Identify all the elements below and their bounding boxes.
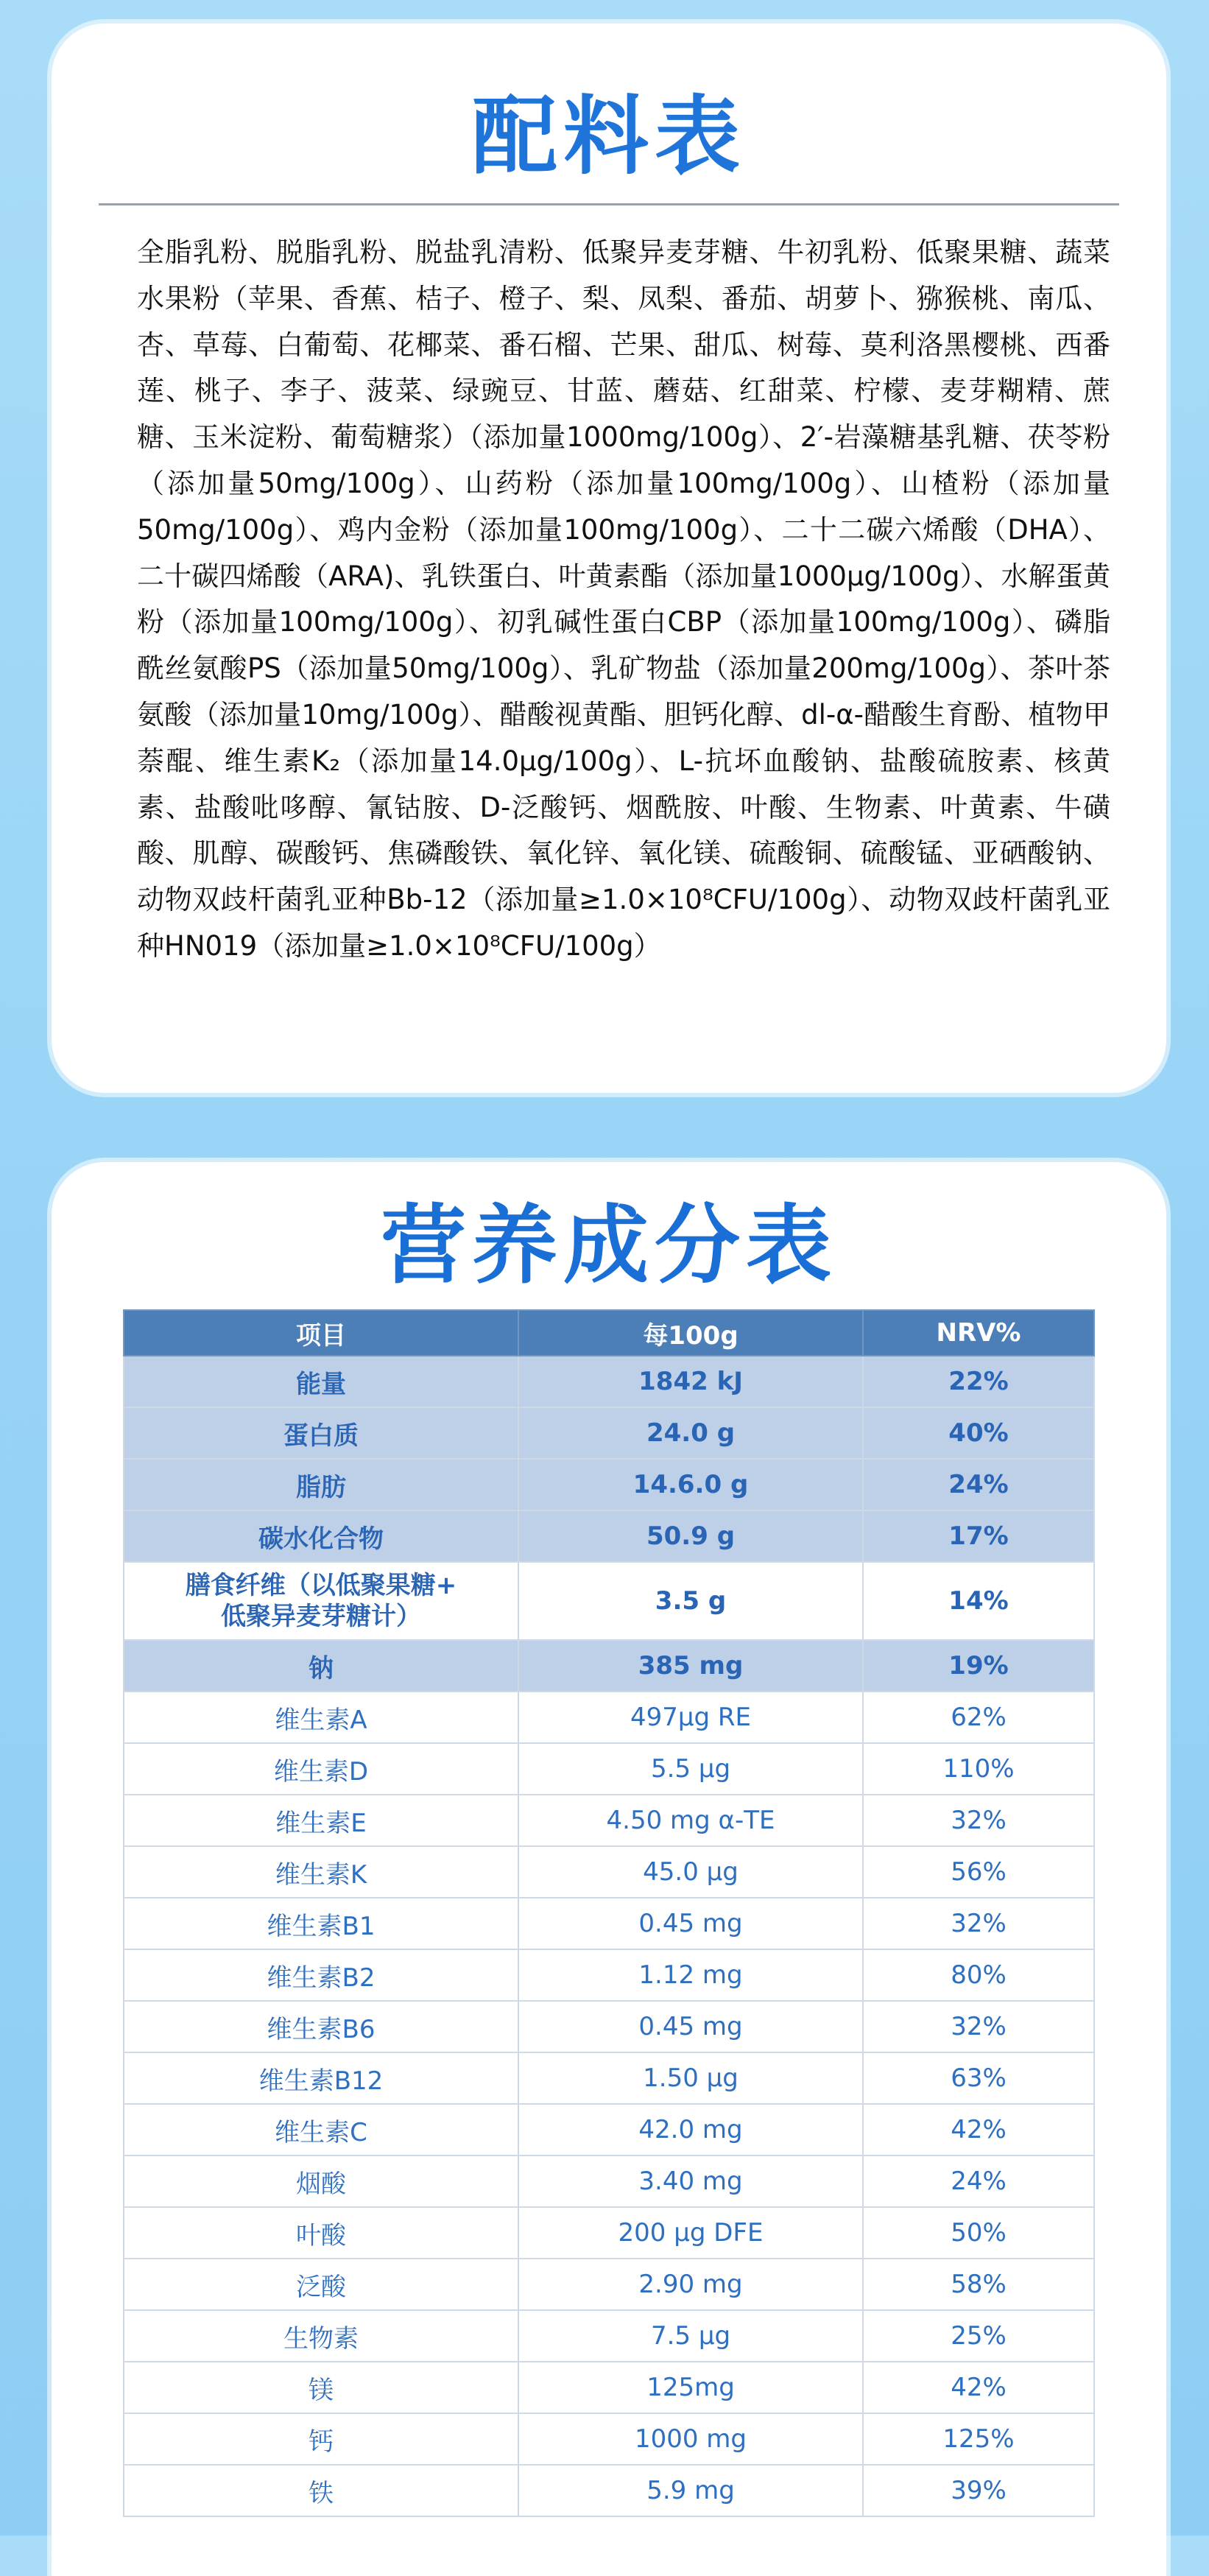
cell-nrv: 63% [863, 2052, 1094, 2104]
cell-nrv: 125% [863, 2413, 1094, 2465]
cell-nrv: 19% [863, 1640, 1094, 1692]
nutrition-title: 营养成分表 [381, 1196, 837, 1295]
table-row [124, 2104, 1094, 2156]
cell-per100g: 1.12 mg [518, 1949, 863, 2001]
table-row [124, 2001, 1094, 2052]
cell-item: 维生素A [124, 1692, 518, 1743]
cell-item: 生物素 [124, 2310, 518, 2362]
cell-item: 维生素E [124, 1795, 518, 1846]
cell-item: 维生素B6 [124, 2001, 518, 2052]
title-divider [99, 203, 1119, 205]
cell-nrv: 22% [863, 1356, 1094, 1407]
cell-per100g: 3.40 mg [518, 2156, 863, 2207]
cell-item: 叶酸 [124, 2207, 518, 2259]
cell-item: 维生素D [124, 1743, 518, 1795]
table-row [124, 1846, 1094, 1898]
cell-per100g: 1000 mg [518, 2413, 863, 2465]
table-row [124, 2362, 1094, 2413]
cell-per100g: 3.5 g [518, 1562, 863, 1640]
cell-item: 钙 [124, 2413, 518, 2465]
cell-item: 能量 [124, 1356, 518, 1407]
header-nrv: NRV% [863, 1310, 1094, 1356]
table-row [124, 2310, 1094, 2362]
ingredients-card [52, 24, 1166, 1093]
header-item: 项目 [124, 1310, 518, 1356]
cell-nrv: 39% [863, 2465, 1094, 2516]
table-row [124, 1640, 1094, 1692]
cell-per100g: 200 μg DFE [518, 2207, 863, 2259]
cell-per100g: 497μg RE [518, 1692, 863, 1743]
cell-per100g: 125mg [518, 2362, 863, 2413]
nutrition-card [52, 1162, 1166, 2576]
ingredients-title: 配料表 [472, 87, 746, 186]
table-row [124, 1356, 1094, 1407]
cell-per100g: 1842 kJ [518, 1356, 863, 1407]
table-row [124, 1562, 1094, 1640]
cell-per100g: 45.0 μg [518, 1846, 863, 1898]
cell-item: 脂肪 [124, 1459, 518, 1510]
cell-item: 泛酸 [124, 2259, 518, 2310]
cell-nrv: 80% [863, 1949, 1094, 2001]
cell-per100g: 385 mg [518, 1640, 863, 1692]
cell-per100g: 50.9 g [518, 1510, 863, 1562]
cell-nrv: 17% [863, 1510, 1094, 1562]
cell-item: 碳水化合物 [124, 1510, 518, 1562]
table-row [124, 1407, 1094, 1459]
table-row [124, 1795, 1094, 1846]
table-header-row [124, 1310, 1094, 1356]
cell-nrv: 42% [863, 2362, 1094, 2413]
cell-per100g: 0.45 mg [518, 1898, 863, 1949]
cell-nrv: 56% [863, 1846, 1094, 1898]
table-row [124, 2413, 1094, 2465]
cell-item: 维生素B2 [124, 1949, 518, 2001]
cell-nrv: 24% [863, 2156, 1094, 2207]
cell-nrv: 32% [863, 2001, 1094, 2052]
ingredients-text: 全脂乳粉、脱脂乳粉、脱盐乳清粉、低聚异麦芽糖、牛初乳粉、低聚果糖、蔬菜水果粉（苹果、香蕉、桔子、橙子、梨、凤梨、番茄、胡萝卜、猕猴桃、南瓜、杏、草莓、白葡萄、花椰菜、番石榴、芒果、甜瓜、树莓、莫利洛黑樱桃、西番莲、桃子、李子、菠菜、绿豌豆、甘蓝、蘑菇、红甜菜、柠檬、麦芽糊精、蔗糖、玉米淀粉、葡萄糖浆）（添加量1000mg/100g）、2′-岩藻糖基乳糖、茯苓粉（添加量50mg/100g）、山药粉（添加量100mg/100g）、山楂粉（添加量50mg/100g）、鸡内金粉（添加量100mg/100g）、二十二碳六烯酸（DHA）、二十碳四烯酸（ARA)、乳铁蛋白、叶黄素酯（添加量1000μg/100g）、水解蛋黄粉（添加量100mg/100g）、初乳碱性蛋白CBP（添加量100mg/100g）、磷脂酰丝氨酸PS（添加量50mg/100g）、乳矿物盐（添加量200mg/100g）、茶叶茶氨酸（添加量10mg/100g）、醋酸视黄酯、胆钙化醇、dl-α-醋酸生育酚、植物甲萘醌、维生素K₂（添加量14.0μg/100g）、L-抗坏血酸钠、盐酸硫胺素、核黄素、盐酸吡哆醇、氰钴胺、D-泛酸钙、烟酰胺、叶酸、生物素、叶黄素、牛磺酸、肌醇、碳酸钙、焦磷酸铁、氧化锌、氧化镁、硫酸铜、硫酸锰、亚硒酸钠、动物双歧杆菌乳亚种Bb-12（添加量≥1.0×10⁸CFU/100g）、动物双歧杆菌乳亚种HN019（添加量≥1.0×10⁸CFU/100g） [137, 236, 1110, 962]
table-row [124, 1949, 1094, 2001]
table-row [124, 1510, 1094, 1562]
table-row [124, 2052, 1094, 2104]
cell-item-line1: 膳食纤维（以低聚果糖+ [185, 1571, 457, 1600]
nutrition-table [123, 1309, 1095, 2517]
header-per100g: 每100g [518, 1310, 863, 1356]
cell-nrv: 32% [863, 1795, 1094, 1846]
table-row [124, 1459, 1094, 1510]
cell-per100g: 0.45 mg [518, 2001, 863, 2052]
cell-per100g: 1.50 μg [518, 2052, 863, 2104]
cell-nrv: 50% [863, 2207, 1094, 2259]
cell-per100g: 42.0 mg [518, 2104, 863, 2156]
cell-per100g: 5.5 μg [518, 1743, 863, 1795]
cell-item-line2: 低聚异麦芽糖计） [221, 1602, 421, 1631]
table-row [124, 1743, 1094, 1795]
cell-per100g: 4.50 mg α-TE [518, 1795, 863, 1846]
cell-item [124, 1562, 518, 1640]
cell-per100g: 14.6.0 g [518, 1459, 863, 1510]
cell-nrv: 14% [863, 1562, 1094, 1640]
cell-item: 烟酸 [124, 2156, 518, 2207]
cell-nrv: 32% [863, 1898, 1094, 1949]
table-row [124, 2465, 1094, 2516]
cell-per100g: 24.0 g [518, 1407, 863, 1459]
cell-item: 维生素C [124, 2104, 518, 2156]
cell-nrv: 40% [863, 1407, 1094, 1459]
cell-nrv: 42% [863, 2104, 1094, 2156]
cell-per100g: 5.9 mg [518, 2465, 863, 2516]
cell-nrv: 110% [863, 1743, 1094, 1795]
cell-item: 维生素B1 [124, 1898, 518, 1949]
table-row [124, 2259, 1094, 2310]
cell-per100g: 7.5 μg [518, 2310, 863, 2362]
cell-nrv: 24% [863, 1459, 1094, 1510]
cell-nrv: 25% [863, 2310, 1094, 2362]
table-row [124, 1692, 1094, 1743]
cell-per100g: 2.90 mg [518, 2259, 863, 2310]
cell-item: 蛋白质 [124, 1407, 518, 1459]
table-row [124, 2156, 1094, 2207]
cell-item: 铁 [124, 2465, 518, 2516]
cell-item: 维生素B12 [124, 2052, 518, 2104]
cell-item: 镁 [124, 2362, 518, 2413]
table-row [124, 2207, 1094, 2259]
cell-nrv: 58% [863, 2259, 1094, 2310]
cell-nrv: 62% [863, 1692, 1094, 1743]
cell-item: 维生素K [124, 1846, 518, 1898]
table-row [124, 1898, 1094, 1949]
cell-item: 钠 [124, 1640, 518, 1692]
